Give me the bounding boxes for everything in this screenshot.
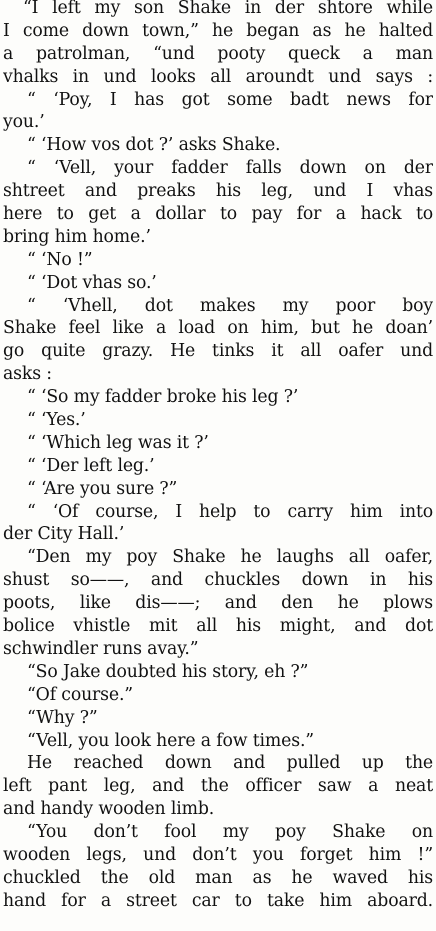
article-line: “ ‘Yes.’ — [27, 410, 86, 431]
article-line: “ ‘Der left leg.’ — [27, 455, 155, 476]
article-line: wooden legs, und don’t you forget him !” — [3, 844, 433, 865]
article-line: “ ‘Vell, your fadder falls down on der — [27, 158, 433, 179]
article-line: a patrolman, “und pooty queck a man — [3, 43, 433, 64]
article-line: “Vell, you look here a fow times.” — [27, 730, 314, 751]
article-line: asks : — [3, 364, 52, 385]
article-line: “ ‘Of course, I help to carry him into — [27, 501, 433, 522]
article-line: “ ‘Dot vhas so.’ — [27, 272, 157, 293]
article-line: Shake feel like a load on him, but he doan’ — [3, 318, 433, 339]
article-line: here to get a dollar to pay for a hack to — [3, 204, 433, 225]
article-line: He reached down and pulled up the — [27, 753, 433, 774]
article-line: “ ‘Vhell, dot makes my poor boy — [27, 295, 433, 316]
article-line: “ ‘So my fadder broke his leg ?’ — [27, 387, 299, 408]
article-line: bring him home.’ — [3, 226, 151, 247]
article-line: schwindler runs avay.” — [3, 638, 199, 659]
article-line: “I left my son Shake in der shtore while — [23, 0, 433, 18]
article-line: go quite grazy. He tinks it all oafer und — [3, 341, 433, 362]
article-line: bolice vhistle mit all his might, and dot — [3, 616, 433, 637]
article-line: “You don’t fool my poy Shake on — [27, 822, 433, 843]
article-line: “So Jake doubted his story, eh ?” — [27, 661, 309, 682]
article-line: chuckled the old man as he waved his — [3, 867, 433, 888]
article-line: der City Hall.’ — [3, 524, 125, 545]
article-line: “ ‘Which leg was it ?’ — [27, 432, 209, 453]
article-line: “ ‘No !” — [27, 249, 93, 270]
article-line: “Why ?” — [27, 707, 98, 728]
article-column — [3, 0, 433, 913]
article-line: hand for a street car to take him aboard. — [3, 890, 433, 911]
article-line: “Of course.” — [27, 684, 133, 705]
article-line: “ ‘Are you sure ?” — [27, 478, 178, 499]
article-line: and handy wooden limb. — [3, 799, 215, 820]
article-line: vhalks in und looks all aroundt und says : — [3, 66, 433, 87]
article-line: I come down town,” he began as he halted — [3, 20, 433, 41]
article-line: shtreet and preaks his leg, und I vhas — [3, 181, 433, 202]
article-line: shust so——, and chuckles down in his — [3, 570, 433, 591]
article-line: “ ‘Poy, I has got some badt news for — [27, 89, 433, 110]
article-line: “ ‘How vos dot ?’ asks Shake. — [27, 135, 281, 156]
article-line: “Den my poy Shake he laughs all oafer, — [27, 547, 433, 568]
article-line: left pant leg, and the officer saw a neat — [3, 776, 433, 797]
article-line: you.’ — [3, 112, 45, 133]
article-line: poots, like dis——; and den he plows — [3, 593, 433, 614]
